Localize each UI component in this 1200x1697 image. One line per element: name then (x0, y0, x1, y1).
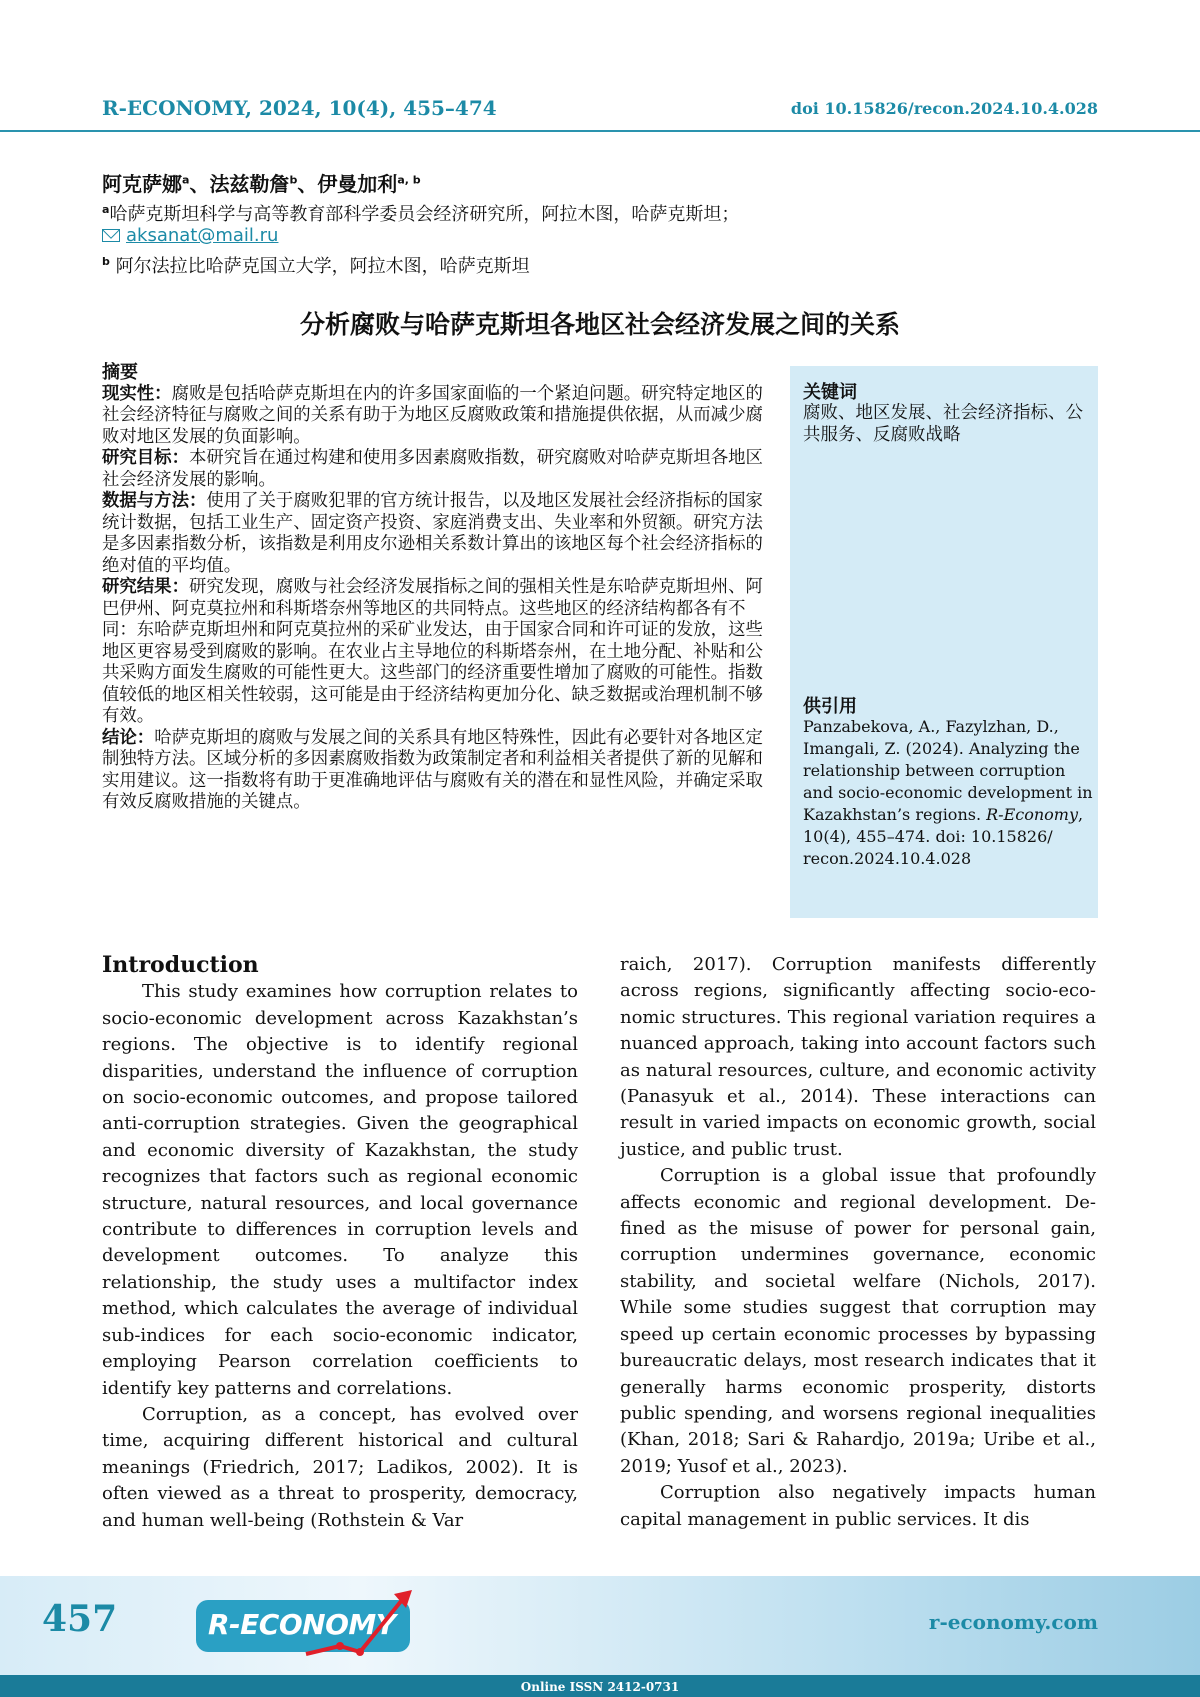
paragraph: Corruption is a global issue that profoundly affects economic and regional development. De­fined as the misuse of power for personal gain, corruption undermines governance, econom­ic stability, and societal welfare (Nichols, 2017). While some studies suggest that corruption may speed up certain economic processes by bypass­ing bureaucratic delays, most research indicates that it generally harms economic prosperity, dis­torts public spending, and worsens regional in­equalities (Khan, 2018; Sari & Rahardjo, 2019a; Uribe et al., 2019; Yusof et al., 2023). (620, 1163, 1096, 1480)
relevance-text: 腐败是包括哈萨克斯坦在内的许多国家面临的一个紧迫问题。研究特定地区的社会经济特征与腐败之间的关系有助于为地区反腐败政策和措施提供依据，从而减少腐败对地区发展的负面影响。 (102, 384, 763, 447)
paragraph: raich, 2017). Corruption manifests differently across regions, significantly affecting socio-eco­nomic structures. This regional variation requires a nuanced approach, taking into account factors such as natural resources, culture, and economic activity (Panasyuk et al., 2014). These interactions can result in varied impacts on economic growth, social justice, and public trust. (620, 952, 1096, 1163)
page-footer (0, 1576, 1200, 1697)
article-title: 分析腐败与哈萨克斯坦各地区社会经济发展之间的关系 (102, 305, 1098, 341)
results-text: 研究发现，腐败与社会经济发展指标之间的强相关性是东哈萨克斯坦州、阿巴伊州、阿克莫拉州和科斯塔奈州等地区的共同特点。这些地区的经济结构都各有不同：东哈萨克斯坦州和阿克莫拉州的采矿业发达，由于国家合同和许可证的发放，这些地区更容易受到腐败的影响。在农业占主导地位的科斯塔奈州，在土地分配、补贴和公共采购方面发生腐败的可能性更大。这些部门的经济重要性增加了腐败的可能性。指数值较低的地区相关性较弱，这可能是由于经济结构更加分化、缺乏数据或治理机制不够有效。 (102, 577, 763, 726)
citation-heading: 供引用 (803, 692, 857, 718)
keywords-citation-box (790, 366, 1098, 918)
data-label: 数据与方法： (102, 491, 206, 511)
page-number: 457 (42, 1598, 117, 1640)
email-link[interactable]: aksanat@mail.ru (126, 225, 278, 246)
abstract-results (102, 577, 768, 728)
author-list (102, 168, 421, 197)
body-column-left (102, 952, 578, 1534)
abstract-data-methods (102, 491, 768, 577)
author-name: 法兹勒詹 (209, 172, 289, 196)
affiliation-mark: b (102, 255, 110, 268)
email-line (102, 223, 278, 249)
goal-label: 研究目标： (102, 448, 189, 468)
logo-text: R-ECONOMY (208, 1608, 396, 1641)
paragraph: Corruption also negatively impacts human capital management in public services. It dis­ (620, 1480, 1096, 1533)
abstract-conclusion (102, 728, 768, 814)
conclusion-label: 结论： (102, 728, 154, 748)
affiliation-text: 哈萨克斯坦科学与高等教育部科学委员会经济研究所，阿拉木图，哈萨克斯坦； (109, 204, 739, 225)
keywords-heading: 关键词 (803, 378, 857, 404)
paragraph: Corruption, as a concept, has evolved over time, acquiring different historical and cultur­al meanings (Friedrich, 2017; Ladikos, 2002). It is often viewed as a threat to prosperity, democ­racy, and human well-being (Rothstein & Var­ (102, 1402, 578, 1534)
author-affiliation-mark: b (289, 173, 297, 186)
section-heading-introduction: Introduction (102, 952, 578, 978)
issn-label: Online ISSN 2412-0731 (0, 1680, 1200, 1694)
conclusion-text: 哈萨克斯坦的腐败与发展之间的关系具有地区特殊性，因此有必要针对各地区定制独特方法。区域分析的多因素腐败指数为政策制定者和利益相关者提供了新的见解和实用建议。这一指数将有助于更准确地评估与腐败有关的潜在和显性风险，并确定采取有效反腐败措施的关键点。 (102, 728, 763, 813)
affiliation-text: 阿尔法拉比哈萨克国立大学，阿拉木图，哈萨克斯坦 (110, 256, 530, 277)
paragraph: This study examines how corruption relates to socio-economic development across Kazakh­stan’s regions. The objective is to identify region­al disparities, understand the influence of corrup­tion on socio-economic outcomes, and propose tailored anti-corruption strategies. Given the geo­graphical and economic diversity of Kazakhstan, the study recognizes that factors such as regional economic structure, natural resources, and local governance contribute to differences in corrup­tion levels and development outcomes. To analyze this relationship, the study uses a multifactor in­dex method, which calculates the average of indi­vidual sub-indices for each socio-economic indi­cator, employing Pearson correlation coefficients to identify key patterns and correlations. (102, 979, 578, 1402)
website-link[interactable]: r-economy.com (929, 1610, 1098, 1634)
running-header (0, 96, 1200, 132)
abstract-heading: 摘要 (102, 362, 768, 384)
growth-arrow-icon (300, 1576, 420, 1666)
keywords-text: 腐败、地区发展、社会经济指标、公共服务、反腐败战略 (803, 402, 1088, 446)
journal-citation: R-ECONOMY, 2024, 10(4), 455–474 (102, 96, 497, 120)
affiliation-mark: a (102, 203, 109, 216)
body-column-right (620, 952, 1096, 1533)
affiliation-b (102, 249, 530, 280)
author-separator: 、 (297, 172, 317, 196)
author-affiliation-mark: a (182, 173, 189, 186)
abstract-goal (102, 448, 768, 491)
results-label: 研究结果： (102, 577, 189, 597)
doi-link[interactable]: doi 10.15826/recon.2024.10.4.028 (791, 99, 1098, 118)
goal-text: 本研究旨在通过构建和使用多因素腐败指数，研究腐败对哈萨克斯坦各地区社会经济发展的影响。 (102, 448, 763, 490)
relevance-label: 现实性： (102, 384, 172, 404)
citation-journal: R-Economy (986, 805, 1078, 824)
citation-authors-title: Panzabekova, A., Fazylzhan, D., Imangali, Z. (2024). Analyzing the relationship between corruption and socio-economic development in Kazakhstan’s regions. (803, 717, 1093, 824)
envelope-icon (102, 229, 120, 242)
author-name: 阿克萨娜 (102, 172, 182, 196)
author-separator: 、 (189, 172, 209, 196)
author-name: 伊曼加利 (317, 172, 397, 196)
citation-volume-doi: , 10(4), 455–474. doi: 10.15826/ recon.2024.10.4.028 (803, 805, 1083, 868)
citation-text (803, 716, 1093, 870)
author-affiliation-mark: a, b (397, 173, 420, 186)
abstract-relevance (102, 384, 768, 449)
data-text: 使用了关于腐败犯罪的官方统计报告，以及地区发展社会经济指标的国家统计数据，包括工业生产、固定资产投资、家庭消费支出、失业率和外贸额。研究方法是多因素指数分析，该指数是利用皮尔逊相关系数计算出的该地区每个社会经济指标的绝对值的平均值。 (102, 491, 763, 576)
abstract (102, 362, 768, 814)
